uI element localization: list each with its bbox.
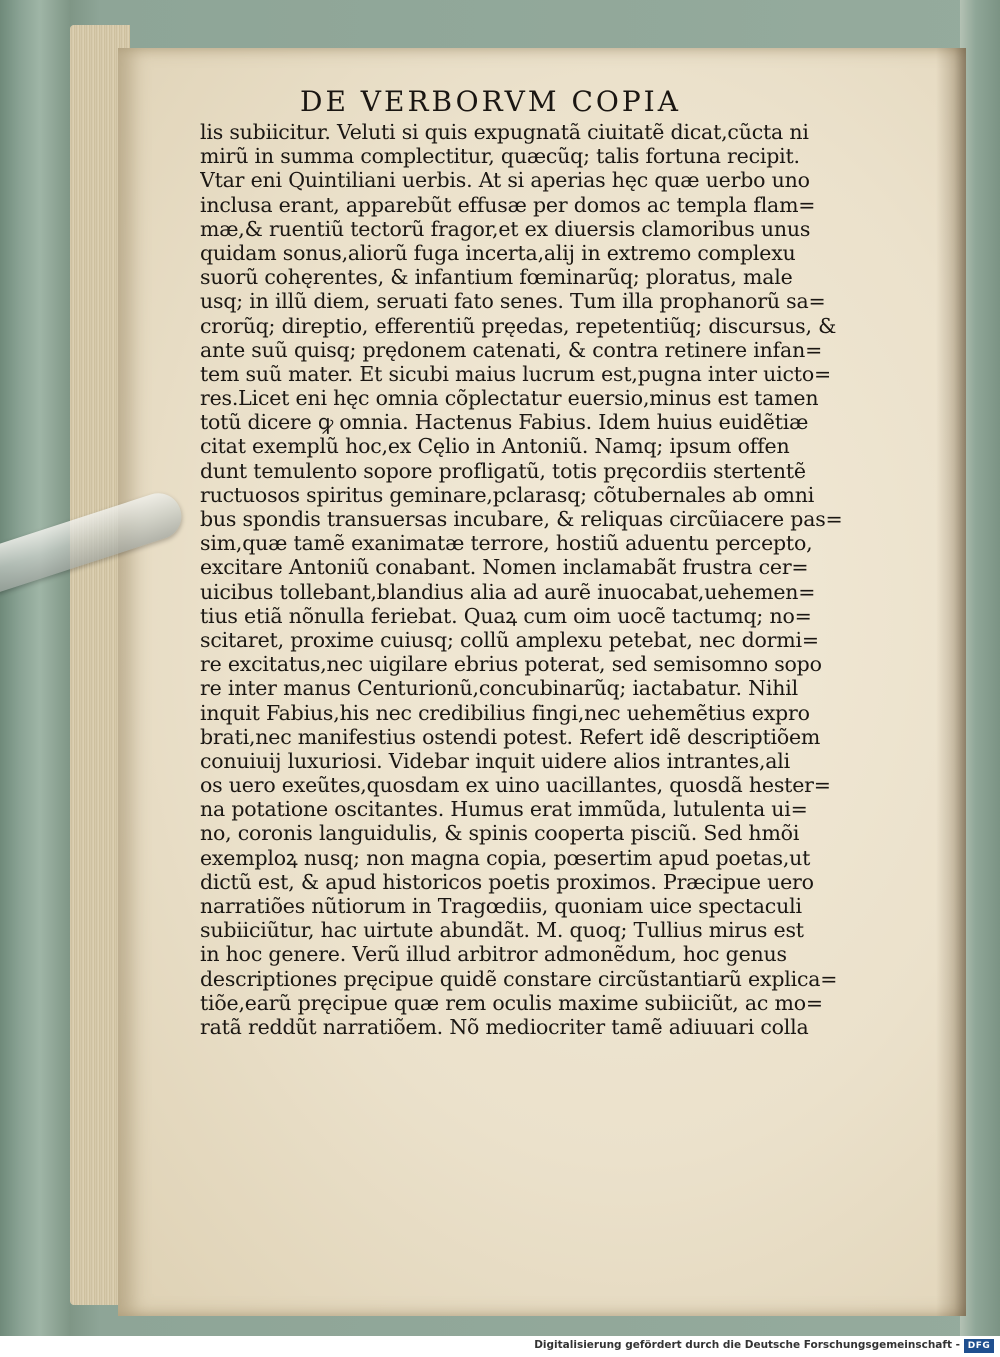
running-head: DE VERBORVM COPIA	[300, 85, 681, 118]
text-line: subiiciũtur, hac uirtute abundãt. M. quoq; Tullius mirus est	[200, 918, 804, 943]
text-line: re excitatus,nec uigilare ebrius poterat, sed semisomno sopo	[200, 652, 822, 677]
text-line: ructuosos spiritus geminare,pclarasq; cõtubernales ab omni	[200, 482, 815, 507]
text-line: uicibus tollebant,blandius alia ad aurẽ inuocabat,uehemen=	[200, 579, 816, 604]
text-line: no, coronis languidulis, & spinis cooperta pisciũ. Sed hmõi	[200, 821, 800, 846]
text-line: quidam sonus,aliorũ fuga incerta,alij in extremo complexu	[200, 240, 796, 265]
page-gutter-shadow	[936, 48, 966, 1316]
funding-credit: Digitalisierung gefördert durch die Deutsche Forschungsgemeinschaft -	[534, 1339, 960, 1351]
text-line: brati,nec manifestius ostendi potest. Refert idẽ descriptiõem	[200, 724, 821, 749]
text-line: inclusa erant, apparebũt effusæ per domos ac templa flam=	[200, 192, 816, 217]
text-line: mæ,& ruentiũ tectorũ fragor,et ex diuersis clamoribus unus	[200, 216, 811, 241]
text-line: exemploꝝ nusq; non magna copia, pœsertim apud poetas,ut	[200, 845, 811, 870]
text-line: tem suũ mater. Et sicubi maius lucrum est,pugna inter uicto=	[200, 361, 831, 386]
text-line: Vtar eni Quintiliani uerbis. At si aperias hęc quæ uerbo uno	[200, 168, 810, 193]
text-line: narratiões nũtiorum in Tragœdiis, quoniam uice spectaculi	[200, 894, 802, 918]
text-line: tius etiã nõnulla feriebat. Quaꝝ cum oim uocẽ tactumq; no=	[200, 603, 812, 628]
book-cover-edge	[960, 0, 1000, 1336]
text-line: ratã reddũt narratiõem. Nõ mediocriter tamẽ adiuuari colla	[200, 1014, 809, 1039]
text-line: conuiuij luxuriosi. Videbar inquit uidere alios intrantes,ali	[200, 748, 790, 773]
text-line: res.Licet eni hęc omnia cõplectatur euersio,minus est tamen	[200, 386, 819, 411]
footer-bar	[0, 1336, 1000, 1357]
text-line: na potatione oscitantes. Humus erat immũda, lutulenta ui=	[200, 797, 808, 822]
text-line: bus spondis transuersas incubare, & reliquas circũiacere pas=	[200, 507, 843, 531]
text-line: suorũ cohęrentes, & infantium fœminarũq; ploratus, male	[200, 265, 793, 290]
text-line: dictũ est, & apud historicos poetis proximos. Præcipue uero	[200, 869, 814, 894]
dfg-logo: DFG	[964, 1339, 994, 1353]
text-line: ante suũ quisq; prędonem catenati, & contra retinere infan=	[200, 337, 823, 362]
text-line: sim,quæ tamẽ exanimatæ terrore, hostiũ aduentu percepto,	[200, 531, 813, 556]
text-line: tiõe,earũ pręcipue quæ rem oculis maxime subiiciũt, ac mo=	[200, 990, 823, 1015]
text-line: usq; in illũ diem, seruati fato senes. Tum illa prophanorũ sa=	[200, 289, 826, 314]
text-line: crorũq; direptio, efferentiũ pręedas, repetentiũq; discursus, &	[200, 313, 837, 338]
text-line: citat exemplũ hoc,ex Cęlio in Antoniũ. Namq; ipsum offen	[200, 434, 790, 459]
text-line: lis subiicitur. Veluti si quis expugnatã ciuitatẽ dicat,cũcta ni	[200, 120, 809, 144]
text-line: descriptiones pręcipue quidẽ constare circũstantiarũ explica=	[200, 966, 838, 991]
text-line: totũ dicere ꝙ omnia. Hactenus Fabius. Idem huius euidẽtiæ	[200, 410, 809, 435]
text-line: scitaret, proxime cuiusq; collũ amplexu petebat, nec dormi=	[200, 627, 819, 652]
text-line: excitare Antoniũ conabant. Nomen inclamabãt frustra cer=	[200, 555, 809, 580]
text-line: mirũ in summa complectitur, quæcũq; talis fortuna recipit.	[200, 144, 800, 169]
text-line: re inter manus Centurionũ,concubinarũq; iactabatur. Nihil	[200, 676, 798, 701]
body-text	[200, 120, 905, 1039]
text-line: os uero exeũtes,quosdam ex uino uacillantes, quosdã hester=	[200, 773, 831, 798]
text-line: in hoc genere. Verũ illud arbitror admonẽdum, hoc genus	[200, 942, 787, 967]
text-line: inquit Fabius,his nec credibilius fingi,nec uehemẽtius expro	[200, 700, 810, 725]
text-line: dunt temulento sopore profligatũ, totis pręcordiis stertentẽ	[200, 458, 806, 483]
